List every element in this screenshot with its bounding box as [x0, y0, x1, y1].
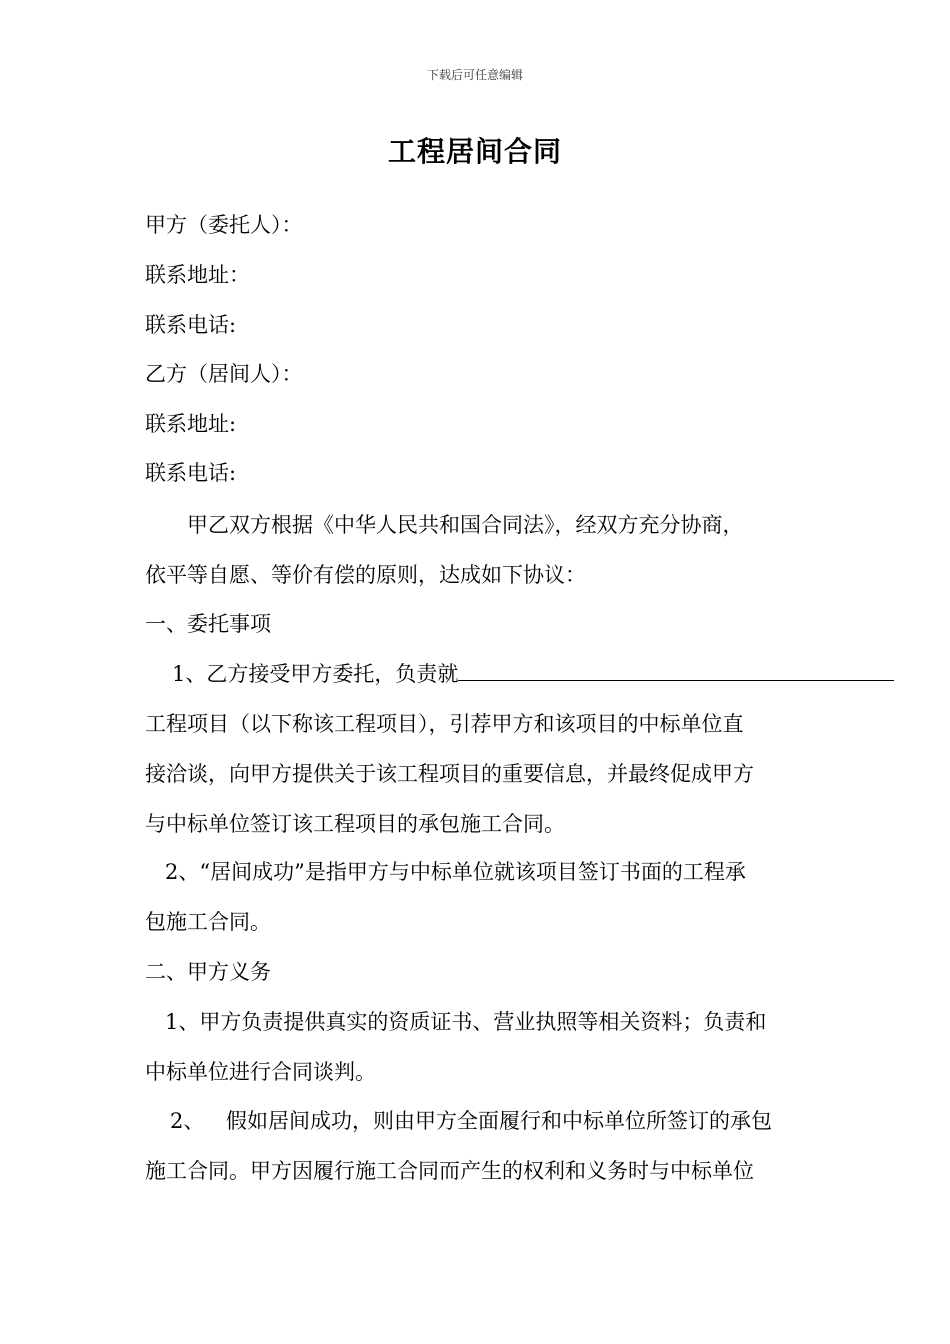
section-1-heading: 一、委托事项: [145, 612, 271, 636]
header-note: 下载后可任意编辑: [426, 68, 523, 82]
section-1-item-2-line-2: 包施工合同。: [145, 910, 271, 934]
party-a-address-label: 联系地址：: [145, 263, 250, 287]
section-1-item-1-text: 1、乙方接受甲方委托，负责就: [172, 662, 459, 686]
party-a-label: 甲方（委托人）：: [145, 213, 303, 237]
section-2-item-2-line-2: 施工合同。甲方因履行施工合同而产生的权利和义务时与中标单位: [145, 1159, 754, 1183]
preamble-line-2: 依平等自愿、等价有偿的原则，达成如下协议：: [145, 563, 586, 587]
party-a-phone-label: 联系电话:: [145, 313, 237, 337]
section-2-heading: 二、甲方义务: [145, 960, 271, 984]
section-2-item-1-line-1: 1、甲方负责提供真实的资质证书、营业执照等相关资料；负责和: [165, 1010, 767, 1034]
party-b-address-label: 联系地址:: [145, 412, 237, 436]
preamble-line-1: 甲乙双方根据《中华人民共和国合同法》，经双方充分协商，: [187, 513, 744, 537]
party-b-label: 乙方（居间人）：: [145, 362, 303, 386]
section-2-item-2-number: 2、: [170, 1109, 205, 1133]
section-1-item-1-line-1: [172, 659, 894, 689]
party-b-phone-label: 联系电话:: [145, 461, 237, 485]
section-1-item-1-line-2: 工程项目（以下称该工程项目），引荐甲方和该项目的中标单位直: [145, 712, 744, 736]
section-1-item-2-line-1: 2、“居间成功”是指甲方与中标单位就该项目签订书面的工程承: [165, 860, 746, 884]
section-2-item-2-line-1: 假如居间成功，则由甲方全面履行和中标单位所签订的承包: [226, 1109, 772, 1133]
section-1-item-1-line-4: 与中标单位签订该工程项目的承包施工合同。: [145, 812, 565, 836]
section-2-item-1-line-2: 中标单位进行合同谈判。: [145, 1060, 376, 1084]
document-title: 工程居间合同: [387, 135, 562, 168]
project-name-blank: [458, 660, 894, 681]
section-1-item-1-line-3: 接洽谈，向甲方提供关于该工程项目的重要信息，并最终促成甲方: [145, 762, 754, 786]
